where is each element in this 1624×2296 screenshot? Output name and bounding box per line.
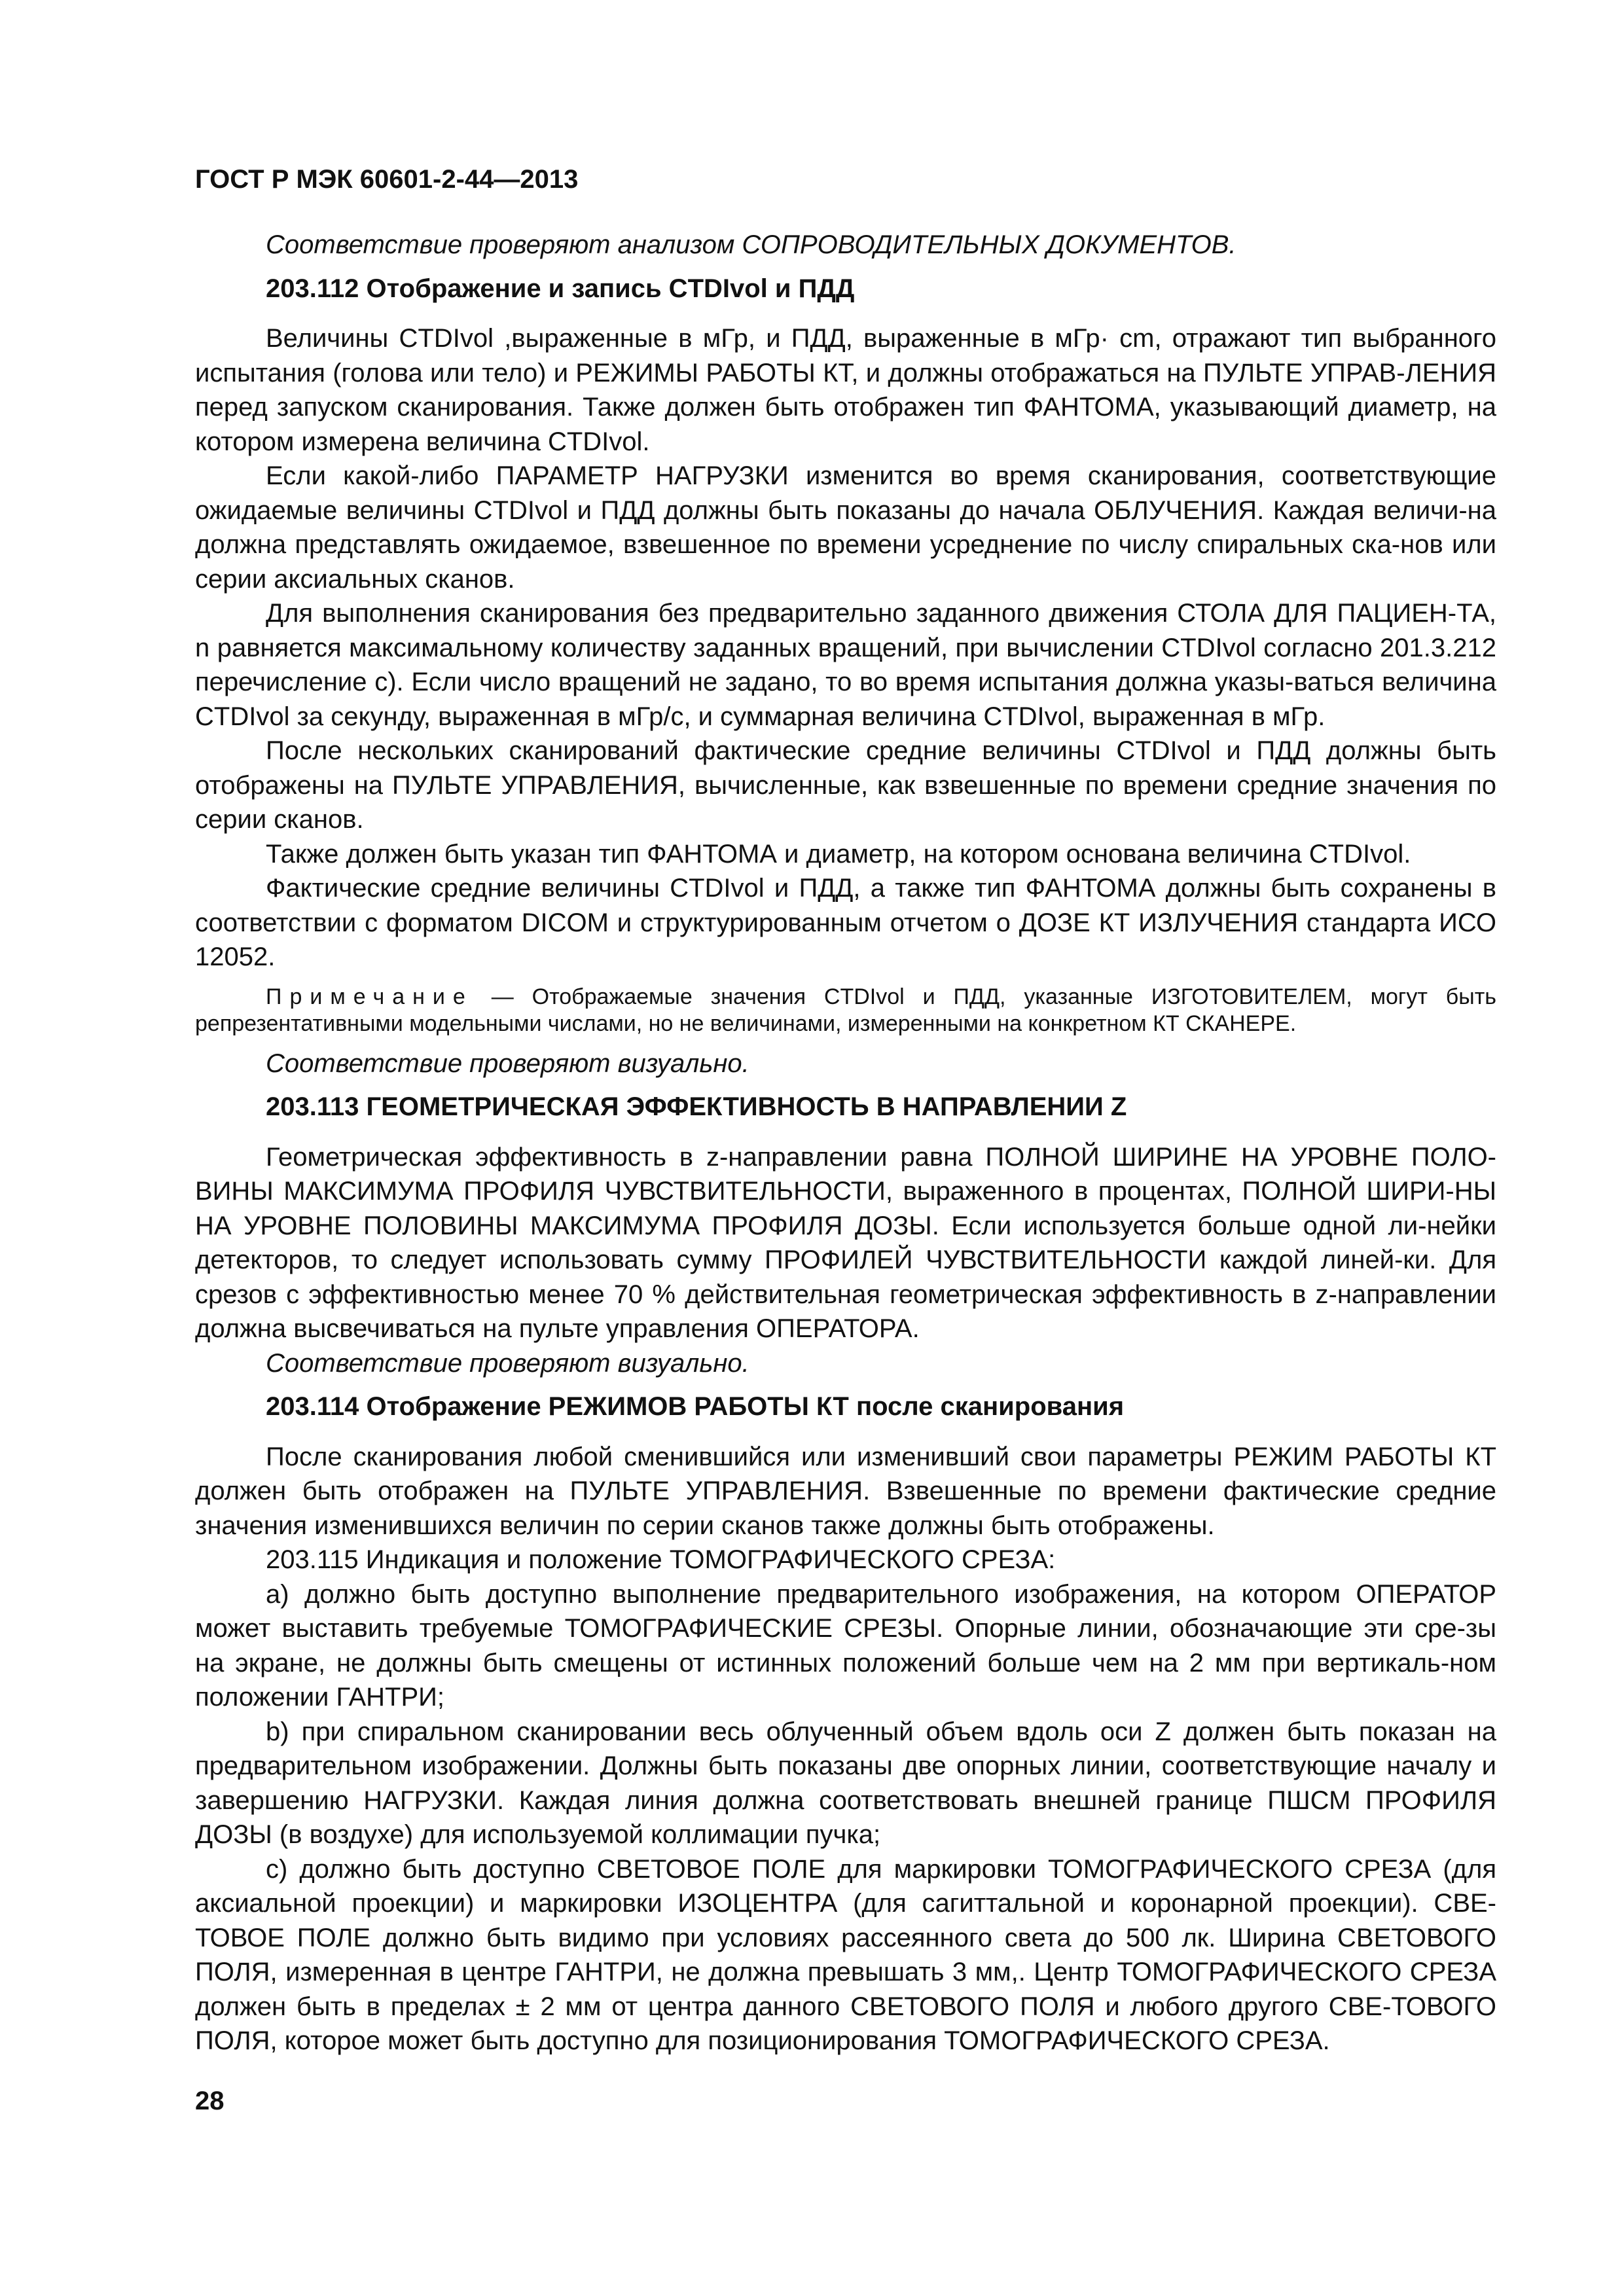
compliance-docs: Соответствие проверяют анализом СОПРОВОДИТЕЛЬНЫХ ДОКУМЕНТОВ.	[266, 230, 1236, 259]
paragraph-11: b) при спиральном сканировании весь облученный объем вдоль оси Z должен быть показан на предварительном изображении. Должны быть показаны две опорных линии, соответствующие началу и завершению НАГРУЗКИ. Каждая линия должна соответствовать внешней границе ПШСМ ПРОФИЛЯ ДОЗЫ (в воздухе) для используемой коллимации пучка;	[195, 1717, 1496, 1849]
page-number: 28	[195, 2087, 225, 2115]
paragraph-6: Фактические средние величины CTDIvol и ПДД, а также тип ФАНТОМА должны быть сохранены в соответствии с форматом DICOM и структурированным отчетом о ДОЗЕ КТ ИЗЛУЧЕНИЯ стандарта ИСО 12052.	[195, 874, 1496, 971]
section-heading-203-112: 203.112 Отображение и запись CTDIvol и ПДД	[266, 274, 855, 303]
note	[195, 984, 1496, 1037]
compliance-visual-1: Соответствие проверяют визуально.	[266, 1049, 749, 1078]
paragraph-10: а) должно быть доступно выполнение предварительного изображения, на котором ОПЕРАТОР может выставить требуемые ТОМОГРАФИЧЕСКИЕ СРЕЗЫ. Опорные линии, обозначающие эти сре-зы на экране, не должны быть смещены от истинных положений больше чем на 2 мм при вертикаль-ном положении ГАНТРИ;	[195, 1579, 1496, 1712]
note-text: — Отображаемые значения CTDIvol и ПДД, указанные ИЗГОТОВИТЕЛЕМ, могут быть репрезентативными модельными числами, но не величинами, измеренными на конкретном КТ СКАНЕРЕ.	[195, 984, 1496, 1036]
standard-header: ГОСТ Р МЭК 60601-2-44—2013	[195, 165, 579, 194]
document-body	[195, 228, 1496, 2058]
section-heading-203-113: 203.113 ГЕОМЕТРИЧЕСКАЯ ЭФФЕКТИВНОСТЬ В НАПРАВЛЕНИИ Z	[266, 1092, 1127, 1121]
paragraph-2: Если какой-либо ПАРАМЕТР НАГРУЗКИ изменится во время сканирования, соответствующие ожидаемые величины CTDIvol и ПДД должны быть показаны до начала ОБЛУЧЕНИЯ. Каждая величи-на должна представлять ожидаемое, взвешенное по времени усреднение по числу спиральных ска-нов или серии аксиальных сканов.	[195, 461, 1496, 594]
paragraph-9: 203.115 Индикация и положение ТОМОГРАФИЧЕСКОГО СРЕЗА:	[266, 1545, 1056, 1574]
note-label: Примечание	[266, 984, 473, 1009]
paragraph-1: Величины CTDIvol ,выраженные в мГр, и ПДД, выраженные в мГр· cm, отражают тип выбранного испытания (голова или тело) и РЕЖИМЫ РАБОТЫ КТ, и должны отображаться на ПУЛЬТЕ УПРАВ-ЛЕНИЯ перед запуском сканирования. Также должен быть отображен тип ФАНТОМА, указывающий диаметр, на котором измерена величина CTDIvol.	[195, 324, 1496, 456]
paragraph-5: Также должен быть указан тип ФАНТОМА и диаметр, на котором основана величина CTDIvol.	[266, 839, 1411, 869]
section-heading-203-114: 203.114 Отображение РЕЖИМОВ РАБОТЫ КТ после сканирования	[266, 1392, 1125, 1421]
paragraph-7: Геометрическая эффективность в z-направлении равна ПОЛНОЙ ШИРИНЕ НА УРОВНЕ ПОЛО-ВИНЫ МАКСИМУМА ПРОФИЛЯ ЧУВСТВИТЕЛЬНОСТИ, выраженного в процентах, ПОЛНОЙ ШИРИ-НЫ НА УРОВНЕ ПОЛОВИНЫ МАКСИМУМА ПРОФИЛЯ ДОЗЫ. Если используется больше одной ли-нейки детекторов, то следует использовать сумму ПРОФИЛЕЙ ЧУВСТВИТЕЛЬНОСТИ каждой линей-ки. Для срезов с эффективностью менее 70 % действительная геометрическая эффективность в z-направлении должна высвечиваться на пульте управления ОПЕРАТОРА.	[195, 1142, 1496, 1343]
paragraph-3: Для выполнения сканирования без предварительно заданного движения СТОЛА ДЛЯ ПАЦИЕН-ТА, n равняется максимальному количеству заданных вращений, при вычислении CTDIvol согласно 201.3.212 перечисление с). Если число вращений не задано, то во время испытания должна указы-ваться величина CTDIvol за секунду, выраженная в мГр/с, и суммарная величина CTDIvol, выраженная в мГр.	[195, 599, 1496, 731]
compliance-visual-2: Соответствие проверяют визуально.	[266, 1348, 749, 1378]
paragraph-4: После нескольких сканирований фактические средние величины CTDIvol и ПДД должны быть отображены на ПУЛЬТЕ УПРАВЛЕНИЯ, вычисленные, как взвешенные по времени средние значения по серии сканов.	[195, 736, 1496, 834]
paragraph-12: с) должно быть доступно СВЕТОВОЕ ПОЛЕ для маркировки ТОМОГРАФИЧЕСКОГО СРЕЗА (для аксиальной проекции) и маркировки ИЗОЦЕНТРА (для сагиттальной и коронарной проекции). СВЕ-ТОВОЕ ПОЛЕ должно быть видимо при условиях рассеянного света до 500 лк. Ширина СВЕТОВОГО ПОЛЯ, измеренная в центре ГАНТРИ, не должна превышать 3 мм,. Центр ТОМОГРАФИЧЕСКОГО СРЕЗА должен быть в пределах ± 2 мм от центра данного СВЕТОВОГО ПОЛЯ и любого другого СВЕ-ТОВОГО ПОЛЯ, которое может быть доступно для позиционирования ТОМОГРАФИЧЕСКОГО СРЕЗА.	[195, 1854, 1496, 2055]
paragraph-8: После сканирования любой сменившийся или изменивший свои параметры РЕЖИМ РАБОТЫ КТ должен быть отображен на ПУЛЬТЕ УПРАВЛЕНИЯ. Взвешенные по времени фактические средние значения изменившихся величин по серии сканов также должны быть отображены.	[195, 1442, 1496, 1540]
